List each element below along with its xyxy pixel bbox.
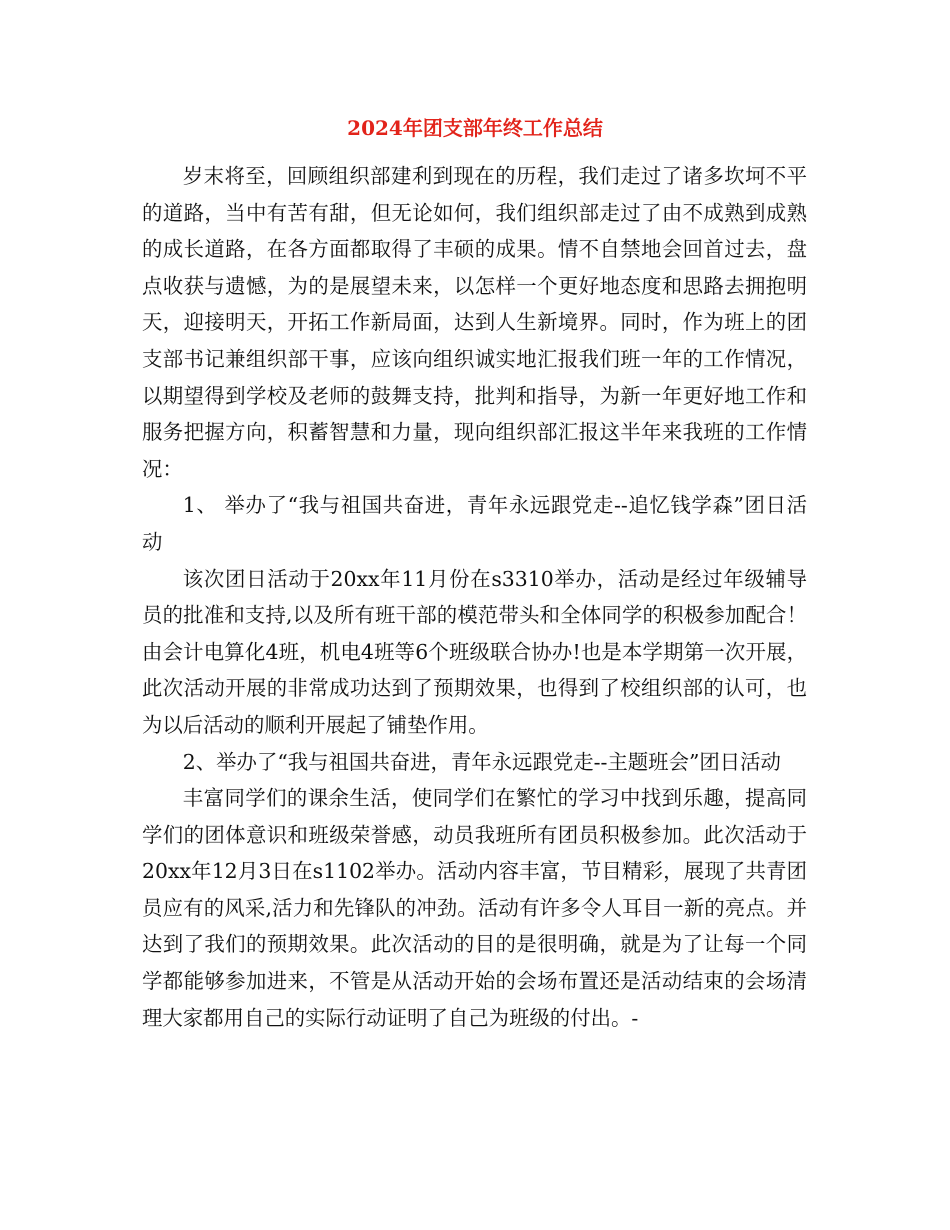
paragraph-intro: 岁末将至，回顾组织部建利到现在的历程，我们走过了诸多坎坷不平的道路，当中有苦有甜，但无论如何，我们组织部走过了由不成熟到成熟的成长道路，在各方面都取得了丰硕的成果。情不自禁地会回首过去，盘点收获与遗憾，为的是展望未来，以怎样一个更好地态度和思路去拥抱明天，迎接明天，开拓工作新局面，达到人生新境界。同时，作为班上的团支部书记兼组织部干事，应该向组织诚实地汇报我们班一年的工作情况，以期望得到学校及老师的鼓舞支持，批判和指导，为新一年更好地工作和服务把握方向，积蓄智慧和力量，现向组织部汇报这半年来我班的工作情况：: [142, 164, 807, 481]
document-body: [142, 158, 807, 1036]
paragraph-activity-1: 该次团日活动于20xx年11月份在s3310举办，活动是经过年级辅导员的批准和支持,以及所有班干部的模范带头和全体同学的积极参加配合！由会计电算化4班，机电4班等6个班级联合协办!也是本学期第一次开展，此次活动开展的非常成功达到了预期效果，也得到了校组织部的认可，也为以后活动的顺利开展起了铺垫作用。: [142, 566, 807, 737]
paragraph-activity-2: 丰富同学们的课余生活，使同学们在繁忙的学习中找到乐趣，提高同学们的团体意识和班级荣誉感，动员我班所有团员积极参加。此次活动于20xx年12月3日在s1102举办。活动内容丰富，节目精彩，展现了共青团员应有的风采,活力和先锋队的冲劲。活动有许多令人耳目一新的亮点。并达到了我们的预期效果。此次活动的目的是很明确，就是为了让每一个同学都能够参加进来，不管是从活动开始的会场布置还是活动结束的会场清理大家都用自己的实际行动证明了自己为班级的付出。-: [142, 786, 807, 1030]
paragraph-heading-1: 1、 举办了“我与祖国共奋进，青年永远跟党走--追忆钱学森”团日活动: [142, 493, 807, 554]
paragraph-heading-2: 2、举办了“我与祖国共奋进，青年永远跟党走--主题班会”团日活动: [182, 749, 781, 774]
document-title: 2024年团支部年终工作总结: [347, 116, 603, 140]
